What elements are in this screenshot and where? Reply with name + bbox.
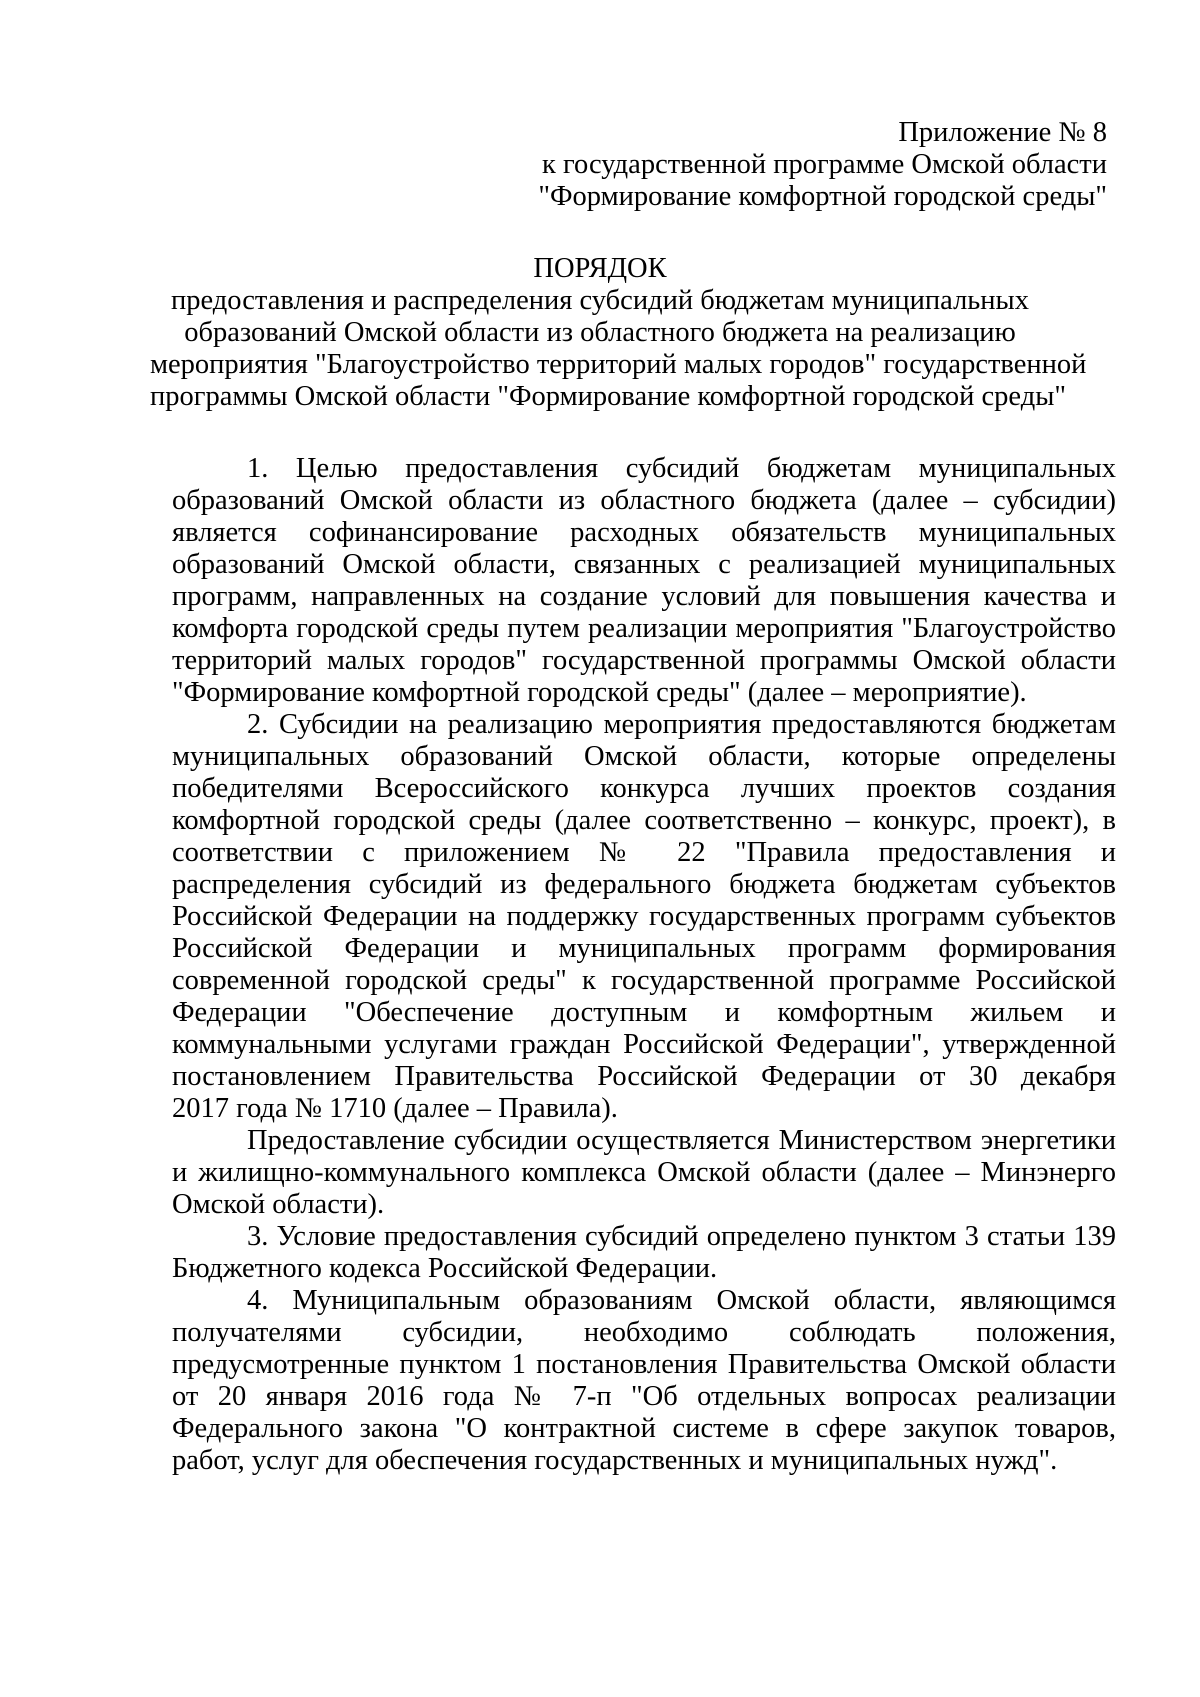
appendix-program-ref: к государственной программе Омской области	[542, 149, 1107, 180]
title-line: образований Омской области из областного бюджета на реализацию	[184, 317, 1016, 348]
title-line: предоставления и распределения субсидий бюджетам муниципальных	[171, 285, 1029, 316]
paragraph-line: от 20 января 2016 года № 7-п "Об отдельных вопросах реализации	[172, 1381, 1116, 1412]
paragraph	[172, 453, 1116, 709]
paragraph-line: работ, услуг для обеспечения государственных и муниципальных нужд".	[172, 1445, 1058, 1476]
paragraph-line: образований Омской области, связанных с реализацией муниципальных	[172, 549, 1116, 580]
paragraph-line: соответствии с приложением № 22 "Правила предоставления и	[172, 837, 1116, 868]
paragraph-line: муниципальных образований Омской области, которые определены	[172, 741, 1116, 772]
paragraph	[172, 1221, 1116, 1285]
document-body	[172, 453, 1116, 1477]
paragraph	[172, 1285, 1116, 1477]
paragraph-line: 3. Условие предоставления субсидий определено пунктом 3 статьи 139	[247, 1221, 1116, 1252]
paragraph-line: комфортной городской среды (далее соответственно – конкурс, проект), в	[172, 805, 1116, 836]
paragraph-line: 2. Субсидии на реализацию мероприятия предоставляются бюджетам	[247, 709, 1116, 740]
appendix-program-name: "Формирование комфортной городской среды"	[538, 181, 1107, 212]
title-heading: ПОРЯДОК	[533, 253, 667, 284]
paragraph-line: Бюджетного кодекса Российской Федерации.	[172, 1253, 718, 1284]
paragraph-line: Предоставление субсидии осуществляется Министерством энергетики	[247, 1125, 1116, 1156]
paragraph	[172, 709, 1116, 1125]
paragraph-line: 1. Целью предоставления субсидий бюджетам муниципальных	[247, 453, 1116, 484]
appendix-number: Приложение № 8	[898, 117, 1107, 148]
paragraph-line: 2017 года № 1710 (далее – Правила).	[172, 1093, 618, 1124]
appendix-header	[538, 117, 1107, 213]
paragraph-line: коммунальными услугами граждан Российской Федерации", утвержденной	[172, 1029, 1116, 1060]
paragraph-line: современной городской среды" к государственной программе Российской	[172, 965, 1116, 996]
paragraph-line: территорий малых городов" государственной программы Омской области	[172, 645, 1116, 676]
document-title	[150, 253, 1087, 413]
paragraph-line: победителями Всероссийского конкурса лучших проектов создания	[172, 773, 1116, 804]
paragraph-line: 4. Муниципальным образованиям Омской области, являющимся	[247, 1285, 1116, 1316]
paragraph-line: Омской области).	[172, 1189, 385, 1220]
paragraph-line: Федерального закона "О контрактной системе в сфере закупок товаров,	[172, 1413, 1116, 1444]
paragraph-line: образований Омской области из областного бюджета (далее – субсидии)	[172, 485, 1116, 516]
paragraph-line: "Формирование комфортной городской среды" (далее – мероприятие).	[172, 677, 1027, 708]
paragraph-line: постановлением Правительства Российской Федерации от 30 декабря	[172, 1061, 1116, 1092]
paragraph-line: распределения субсидий из федерального бюджета бюджетам субъектов	[172, 869, 1116, 900]
paragraph-line: получателями субсидии, необходимо соблюдать положения,	[172, 1317, 1116, 1348]
title-line: мероприятия "Благоустройство территорий малых городов" государственной	[150, 349, 1087, 380]
paragraph-line: и жилищно-коммунального комплекса Омской области (далее – Минэнерго	[172, 1157, 1116, 1188]
paragraph-line: комфорта городской среды путем реализации мероприятия "Благоустройство	[172, 613, 1116, 644]
paragraph-line: является софинансирование расходных обязательств муниципальных	[172, 517, 1116, 548]
paragraph-line: Федерации "Обеспечение доступным и комфортным жильем и	[172, 997, 1116, 1028]
title-line: программы Омской области "Формирование комфортной городской среды"	[150, 381, 1066, 412]
paragraph	[172, 1125, 1116, 1221]
paragraph-line: Российской Федерации и муниципальных программ формирования	[172, 933, 1116, 964]
paragraph-line: предусмотренные пунктом 1 постановления Правительства Омской области	[172, 1349, 1116, 1380]
paragraph-line: программ, направленных на создание условий для повышения качества и	[172, 581, 1116, 612]
paragraph-line: Российской Федерации на поддержку государственных программ субъектов	[172, 901, 1116, 932]
